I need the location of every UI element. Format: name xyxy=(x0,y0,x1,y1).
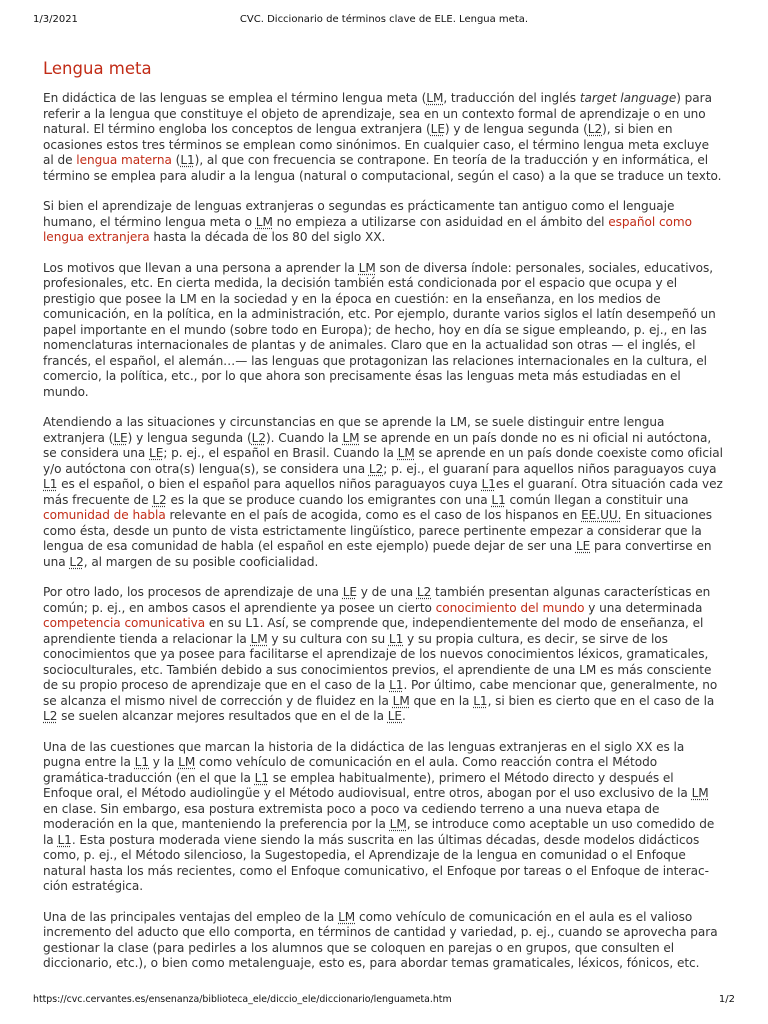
text-run: común llegan a constituir una xyxy=(505,492,689,507)
print-date: 1/3/2021 xyxy=(33,14,78,25)
article-body xyxy=(43,91,723,987)
text-run: ), si bien en ocasiones estos tres términos se emplean como sinónimos. En cualquier caso, el término lengua meta excluye al de xyxy=(43,122,710,167)
abbreviation: L1 xyxy=(388,631,404,646)
text-run: relevante en el país de acogida, como es el caso de los hispanos en xyxy=(165,508,582,522)
text-run: , se introduce como aceptable un uso comedido de la xyxy=(43,817,715,847)
abbreviation: LE xyxy=(575,539,591,553)
text-run: son de diversa índole: personales, sociales, educativos, profesionales, etc. En cierta medida, la decisión también está condicionada por el espacio que ocupa y el prestigio que posee la LM en la sociedad y en la época en cuestión: en la enseñanza, en los medios de comunicación, en la política, en la administración, etc. Por ejemplo, durante varios siglos el latín desempeñó un papel importante en el mundo (sobre todo en Europa); de hecho, hoy en día se sigue empleando, p. ej., en las nomenclaturas internacionales de plantas y de animales. Claro que en la actualidad son otras — el inglés, el francés, el español, el alemán…— las lenguas que protagonizan las relaciones internacionales en la cultura, el comercio, la política, etc., por lo que ahora son precisamente ésas las lenguas meta más estudiadas en el mundo. xyxy=(43,260,716,399)
abbreviation: L1 xyxy=(473,693,488,708)
abbreviation: LM xyxy=(358,260,376,275)
print-header xyxy=(33,14,735,28)
text-run: ( xyxy=(171,153,181,167)
text-run: y de una xyxy=(356,585,417,599)
abbreviation: L1 xyxy=(491,492,506,507)
text-run: se suelen alcanzar mejores resultados que en el de la xyxy=(57,709,388,723)
text-run: en su L1. Así, se comprende que, independientemente del modo de enseñanza, el aprendiente tienda a relacionar la xyxy=(43,616,704,646)
text-run: Atendiendo a las situaciones y circunstancias en que se aprende la LM, se suele distinguir entre lengua extranjera ( xyxy=(43,415,665,445)
abbreviation: LM xyxy=(426,91,444,105)
abbreviation: LM xyxy=(392,693,410,708)
abbreviation: LE xyxy=(149,446,164,460)
abbreviation: LE xyxy=(387,709,403,723)
text-run: , si bien es cierto que en el caso de la xyxy=(487,693,715,708)
abbreviation: LM xyxy=(389,817,407,831)
text-run: en clase. Sin embargo, esa postura extremista poco a poco va cediendo terreno a una nueva etapa de moderación en la que, manteniendo la preferencia por la xyxy=(43,801,660,831)
text-run: Por otro lado, los procesos de aprendizaje de una xyxy=(43,585,343,599)
text-run: como vehículo de comunicación en el aula. Como reacción contra el Método gramática-traducción (en el que la xyxy=(43,755,658,785)
abbreviation: LM xyxy=(397,446,415,460)
abbreviation: LM xyxy=(255,214,273,229)
text-run: . Esta postura moderada viene siendo la más suscrita en las últimas décadas, desde modelos didácticos como, p. ej., el Método silencioso, la Sugestopedia, el Aprendizaje de la lengua en comunidad o el Enfoque natural hasta los más recientes, como el Enfoque comunicativo, el Enfoque por tareas o el Enfoque de interacción estratégica. xyxy=(43,832,709,893)
abbreviation: LM xyxy=(342,430,360,445)
abbreviation: LM xyxy=(338,909,356,924)
text-run: se aprende en un país donde coexiste como oficial y/o autóctona con otra(s) lengua(s), se considera una xyxy=(43,446,723,476)
text-run: En didáctica de las lenguas se emplea el término lengua meta ( xyxy=(43,91,427,105)
page-title: Lengua meta xyxy=(43,59,152,78)
paragraph xyxy=(43,585,723,725)
abbreviation: L1 xyxy=(43,477,58,491)
abbreviation: L2 xyxy=(43,709,58,723)
term-link[interactable]: conocimiento del mundo xyxy=(435,600,585,615)
text-run: Los motivos que llevan a una persona a aprender la xyxy=(43,260,359,275)
paragraph xyxy=(43,415,723,570)
text-run: se emplea habitualmente), primero el Método directo y después el Enfoque oral, el Método audiolingüe y el Método audiovisual, entre otros, abogan por el uso exclusivo de la xyxy=(43,770,692,800)
text-run: y una determinada xyxy=(584,600,703,615)
text-run: Una de las principales ventajas del empleo de la xyxy=(43,909,339,924)
abbreviation: LE xyxy=(113,430,128,445)
abbreviation: LM xyxy=(250,631,268,646)
text-run: ; p. ej., el guaraní para aquellos niños paraguayos cuya xyxy=(383,461,717,476)
abbreviation: L2 xyxy=(587,122,603,136)
text-run: que en la xyxy=(409,693,474,708)
abbreviation: L2 xyxy=(152,492,167,507)
page-url: https://cvc.cervantes.es/ensenanza/biblioteca_ele/diccio_ele/diccionario/lenguameta.htm xyxy=(33,994,452,1005)
text-run: como vehículo de comunicación en el aula es el valioso incremento del aducto que ello comporta, en términos de cantidad y variedad, p. ej., cuando se aprovecha para gestionar la clase (para pedirles a los alumnos que se coloquen en parejas o en grupos, que consulten el diccionario, etc.), o bien como metalenguaje, esto es, para abordar temas gramaticales, léxicos, fónicos, etc. xyxy=(43,909,718,970)
text-run: ) y de lengua segunda ( xyxy=(444,122,588,136)
page-number: 1/2 xyxy=(718,994,735,1005)
text-run: para convertirse en una xyxy=(43,539,712,569)
text-run: . Por último, cabe mencionar que, generalmente, no se alcanza el mismo nivel de corrección y de fluidez en la xyxy=(43,678,718,708)
abbreviation: L1 xyxy=(254,770,269,785)
text-run: , al margen de su posible cooficialidad. xyxy=(83,554,319,569)
term-link[interactable]: español como lengua extranjera xyxy=(43,214,692,244)
abbreviation: EE.UU. xyxy=(581,508,622,522)
abbreviation: L2 xyxy=(251,430,266,445)
text-run: no empieza a utilizarse con asiduidad en el ámbito del xyxy=(272,214,609,229)
abbreviation: L2 xyxy=(368,461,384,476)
text-run: y su cultura con su xyxy=(267,631,389,646)
text-run: ) y lengua segunda ( xyxy=(127,430,252,445)
abbreviation: L2 xyxy=(416,585,432,599)
term-link[interactable]: comunidad de habla xyxy=(43,508,166,522)
text-run: hasta la década de los 80 del siglo XX. xyxy=(149,230,386,244)
text-run: En situaciones como ésta, desde un punto de vista estrictamente lingüístico, parece pertinente empezar a considerar que la lengua de esa comunidad de habla (el español en este ejemplo) puede dejar de ser una xyxy=(43,508,713,553)
abbreviation: L1 xyxy=(134,755,149,769)
paragraph xyxy=(43,199,723,246)
abbreviation: LE xyxy=(342,585,357,599)
term-link[interactable]: lengua materna xyxy=(76,153,172,167)
text-run: ) para referir a la lengua que constituye el objeto de aprendizaje, sea en un contexto formal de aprendizaje o en uno natural. El término engloba los conceptos de lengua extranjera ( xyxy=(43,91,712,136)
text-run: Si bien el aprendizaje de lenguas extranjeras o segundas es prácticamente tan antiguo como el lenguaje humano, el término lengua meta o xyxy=(43,199,675,229)
text-run: se aprende en un país donde no es ni oficial ni autóctona, se considera una xyxy=(43,430,712,460)
abbreviation: LM xyxy=(691,786,709,800)
abbreviation: LM xyxy=(178,755,196,769)
text-run: ). Cuando la xyxy=(265,430,343,445)
abbreviation: L2 xyxy=(69,554,84,569)
text-run: es el guaraní. Otra situación cada vez más frecuente de xyxy=(43,477,723,507)
abbreviation: L1 xyxy=(481,477,496,491)
text-run: ; p. ej., el español en Brasil. Cuando la xyxy=(163,446,398,460)
text-run: y la xyxy=(149,755,179,769)
text-run: . xyxy=(402,709,406,723)
term-link[interactable]: competencia comunicativa xyxy=(43,616,206,630)
abbreviation: L1 xyxy=(57,832,72,847)
abbreviation: L1 xyxy=(180,153,195,167)
text-run: y su propia cultura, es decir, se sirve de los conocimientos que ya posee para facilitarse el aprendizaje de los nuevos conocimientos léxicos, gramaticales, socioculturales, etc. También debido a sus conocimientos previos, el aprendiente de una LM es más consciente de su propio proceso de aprendizaje que en el caso de la xyxy=(43,631,712,692)
print-title: CVC. Diccionario de términos clave de ELE. Lengua meta. xyxy=(239,14,529,25)
abbreviation: LE xyxy=(430,122,445,136)
text-run: también presentan algunas características en común; p. ej., en ambos casos el aprendiente ya posee un cierto xyxy=(43,585,711,615)
paragraph xyxy=(43,91,723,184)
paragraph xyxy=(43,910,723,972)
text-run: ), al que con frecuencia se contrapone. En teoría de la traducción y en informática, el término se emplea para aludir a la lengua (natural o computacional, según el caso) a la que se traduce un texto. xyxy=(43,153,722,183)
abbreviation: L1 xyxy=(389,678,404,692)
paragraph xyxy=(43,261,723,401)
text-run: es el español, o bien el español para aquellos niños paraguayos cuya xyxy=(57,477,482,491)
paragraph xyxy=(43,740,723,895)
text-run: , traducción del inglés xyxy=(443,91,580,105)
text-run: Una de las cuestiones que marcan la historia de la didáctica de las lenguas extranjeras en el siglo XX es la pugna entre la xyxy=(43,739,685,769)
italic-term: target language xyxy=(579,91,677,105)
text-run: es la que se produce cuando los emigrantes con una xyxy=(166,492,492,507)
